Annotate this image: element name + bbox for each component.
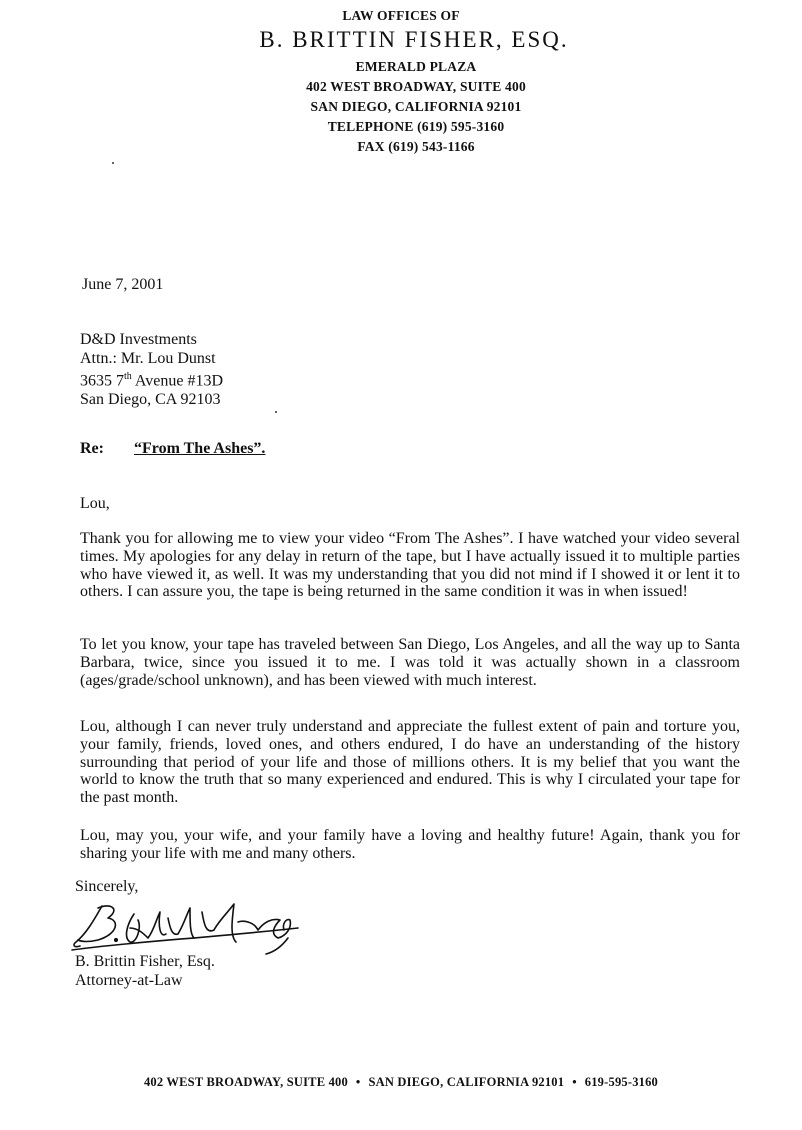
recipient-street-number: 3635 7: [80, 372, 124, 390]
footer-city: SAN DIEGO, CALIFORNIA 92101: [368, 1075, 565, 1089]
scan-speck: [275, 411, 277, 413]
footer-street: 402 WEST BROADWAY, SUITE 400: [143, 1075, 348, 1089]
footer-address: [0, 1075, 802, 1090]
letterhead-city: SAN DIEGO, CALIFORNIA 92101: [310, 99, 522, 114]
recipient-street-ordinal: th: [124, 371, 132, 382]
recipient-street: [80, 368, 223, 391]
signature-block: [75, 953, 215, 990]
body-paragraph-1: Thank you for allowing me to view your video “From The Ashes”. I have watched your video several times. My apologies for any delay in return of the tape, but I have actually issued it to multiple parties who have viewed it, as well. It was my understanding that you did not mind if I showed it or lent it to others. I can assure you, the tape is being returned in the same condition it was in when issued!: [80, 530, 740, 601]
letterhead-prefix: LAW OFFICES OF: [342, 8, 460, 23]
body-paragraph-4: Lou, may you, your wife, and your family have a loving and healthy future! Again, thank you for sharing your life with me and many others.: [80, 827, 740, 862]
letterhead: [0, 6, 802, 157]
scan-speck: [112, 162, 114, 164]
recipient-address: [80, 331, 223, 409]
footer-phone: 619-595-3160: [584, 1075, 659, 1089]
body-paragraph-2: To let you know, your tape has traveled between San Diego, Los Angeles, and all the way up to Santa Barbara, twice, since you issued it to me. I was told it was actually shown in a classroom (ages/grade/school unknown), and has been viewed with much interest.: [80, 636, 740, 689]
recipient-company: D&D Investments: [80, 331, 197, 348]
letterhead-firm-name: B. BRITTIN FISHER, ESQ.: [259, 27, 569, 52]
footer-separator: •: [355, 1075, 361, 1089]
recipient-street-rest: Avenue #13D: [131, 372, 224, 390]
subject-line: [80, 440, 265, 458]
signer-title: Attorney-at-Law: [75, 971, 183, 989]
recipient-city: San Diego, CA 92103: [80, 390, 221, 408]
letterhead-building: EMERALD PLAZA: [355, 59, 477, 74]
signer-name: B. Brittin Fisher, Esq.: [75, 953, 215, 970]
salutation: Lou,: [80, 495, 110, 512]
closing: Sincerely,: [75, 878, 139, 895]
recipient-attn: Attn.: Mr. Lou Dunst: [80, 349, 216, 367]
footer-separator: •: [572, 1075, 577, 1089]
handwritten-signature: [68, 898, 308, 958]
letterhead-telephone: TELEPHONE (619) 595-3160: [327, 119, 505, 134]
letterhead-street: 402 WEST BROADWAY, SUITE 400: [306, 79, 526, 94]
body-paragraph-3: Lou, although I can never truly understand and appreciate the fullest extent of pain and torture you, your family, friends, loved ones, and others endured, I do have an understanding of the history surrounding that period of your life and those of millions others. It is my belief that you want the world to know the truth that so many experienced and endured. This is why I circulated your tape for the past month.: [80, 718, 740, 807]
subject-label: Re:: [80, 440, 104, 457]
subject-title: “From The Ashes”.: [134, 440, 266, 457]
letter-date: June 7, 2001: [82, 276, 164, 293]
letterhead-fax: FAX (619) 543-1166: [357, 139, 475, 154]
